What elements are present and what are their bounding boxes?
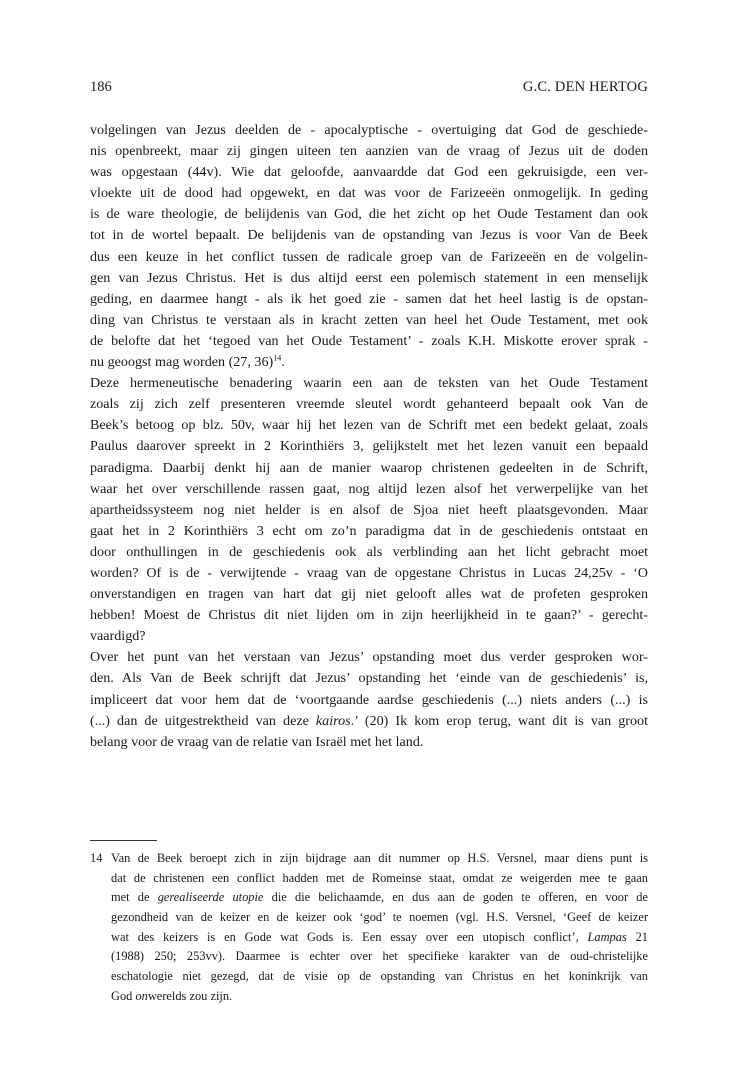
footnote-line: Van de Beek beroept zich in zijn bijdrage aan dit nummer op H.S. Versnel, maar diens punt is — [111, 851, 648, 865]
body-line: vaardigd? — [90, 628, 146, 645]
body-line-text: (...) dan de uitgestrektheid van deze — [90, 712, 316, 729]
body-line: tot in de wortel bepaalt. De belijdenis van de opstanding van Jezus is voor Van de Beek — [90, 227, 648, 244]
body-line: is de ware theologie, de belijdenis van God, die het zicht op het Oude Testament dan ook — [90, 206, 648, 223]
italic-term: kairos — [315, 712, 351, 729]
footnote-number: 14 — [90, 851, 103, 865]
body-line: vloekte uit de dood had opgewekt, en dat was voor de Farizeeën onmogelijk. In geding — [90, 185, 648, 202]
body-line-text: . — [281, 354, 285, 371]
italic-term: gerealiseerde utopie — [157, 890, 264, 905]
footnote-line-text: God — [111, 988, 136, 1003]
footnote-line: gezondheid van de keizer en de keizer ook ‘god’ te noemen (vgl. H.S. Versnel, ‘Geef de keizer — [111, 910, 648, 925]
footnote-line-text: wat des keizers is en Gode wat Gods is. Een essay over een utopisch conflict’, — [111, 929, 588, 944]
body-line: volgelingen van Jezus deelden de - apocalyptische - overtuiging dat God de geschiede- — [90, 122, 648, 138]
body-line: apartheidssysteem nog niet helder is en alsof de Sjoa niet heeft plaatsgevonden. Maar — [90, 501, 648, 518]
body-line: Over het punt van het verstaan van Jezus’ opstanding moet dus verder gesproken wor- — [90, 649, 648, 666]
body-line: worden? Of is de - verwijtende - vraag van de opgestane Christus in Lucas 24,25v - ‘O — [90, 564, 648, 581]
running-head: G.C. DEN HERTOG — [522, 79, 648, 95]
footnote-line-text: werelds zou zijn. — [147, 988, 233, 1003]
footnote-line-text: 21 — [626, 929, 648, 944]
document-page — [90, 0, 648, 1068]
body-line: dus een keuze in het conflict tussen de radicale groep van de Farizeeën en de volgelin- — [90, 248, 648, 265]
body-line: zoals zij zich zelf presenteren vreemde sleutel wordt gehanteerd bepaalt ook Van de — [90, 396, 648, 413]
footnote-line — [111, 888, 648, 908]
body-line: belang voor de vraag van de relatie van Israël met het land. — [90, 733, 424, 750]
footnote-line: dat de christenen een conflict hadden met de Romeinse staat, omdat ze weigerden mee te gaan — [111, 870, 648, 885]
body-line: gaat het in 2 Korinthiërs 3 echt om zo’n paradigma dat ìn de geschiedenis ontstaat en — [90, 522, 648, 539]
body-line: hebben! Moest de Christus dit niet lijden om in zijn heerlijkheid in te gaan?’ - gerecht- — [90, 607, 648, 624]
footnote-line — [111, 987, 648, 1007]
body-text — [90, 120, 648, 753]
page-number: 186 — [90, 79, 112, 95]
body-line: den. Als Van de Beek schrijft dat Jezus’ opstanding het ‘einde van de geschiedenis’ is, — [90, 670, 648, 687]
footnote-separator — [90, 840, 157, 841]
footnote-line: (1988) 250; 253vv). Daarmee is echter over het specifieke karakter van de oud-christelijke — [111, 949, 648, 964]
body-line: door onthullingen in de geschiedenis ook als verblinding aan het licht gebracht moet — [90, 543, 648, 560]
body-line: waar het over verschillende rassen gaat, nog altijd lezen alsof het verwerpelijke van het — [90, 480, 648, 497]
body-line: Beek’s betoog op blz. 50v, waar hij het lezen van de Schrift met een bedekt gelaat, zoals — [90, 417, 648, 434]
italic-title: Lampas — [587, 929, 627, 944]
body-line: de belofte dat het ‘tegoed van het Oude Testament’ - zoals K.H. Miskotte erover sprak - — [90, 332, 648, 349]
body-line: was opgestaan (44v). Wie dat geloofde, aanvaardde dat God een gekruisigde, een ver- — [90, 164, 648, 181]
body-line — [90, 711, 648, 732]
footnote-text — [111, 849, 648, 1007]
footnote-line-text: met de — [111, 890, 158, 905]
body-line-text: .’ (20) Ik kom erop terug, want dit is van groot — [350, 712, 648, 729]
body-line-text: nu geoogst mag worden (27, 36) — [90, 354, 274, 371]
body-line: geding, en daarmee hangt - als ik het goed zie - samen dat het heel lastig is de opstan- — [90, 290, 648, 307]
body-line: impliceert dat voor hem dat de ‘voortgaande aardse geschiedenis (...) niets anders (...) is — [90, 691, 648, 708]
footnote-line: eschatologie niet gezegd, dat de visie op de opstanding van Christus en het koninkrijk van — [111, 969, 648, 984]
footnote-line — [111, 928, 648, 948]
body-line — [90, 352, 648, 373]
body-line: ding van Christus te verstaan als in kracht zetten van heel het Oude Testament, met ook — [90, 311, 648, 328]
page-header — [90, 79, 648, 99]
body-line: paradigma. Daarbij denkt hij aan de manier waarop christenen gedeelten in de Schrift, — [90, 459, 648, 476]
footnote-reference: 14 — [273, 353, 282, 363]
body-line: onverstandigen en tragen van hart dat gij niet gelooft alles wat de profeten gesproken — [90, 586, 648, 603]
italic-term: on — [135, 988, 148, 1003]
body-line: nis openbreekt, maar zij gingen uiteen ten aanzien van de vraag of Jezus uit de doden — [90, 143, 648, 160]
footnote-line-text: die die belichaamde, en dus aan de goden te offeren, en voor de — [263, 890, 648, 905]
body-line: gen van Jezus Christus. Het is dus altijd eerst een polemisch statement in een menselijk — [90, 269, 648, 286]
body-line: Deze hermeneutische benadering waarin een aan de teksten van het Oude Testament — [90, 375, 648, 392]
body-line: Paulus daarover spreekt in 2 Korinthiërs 3, gelijkstelt met het lezen vanuit een bepaald — [90, 438, 648, 455]
